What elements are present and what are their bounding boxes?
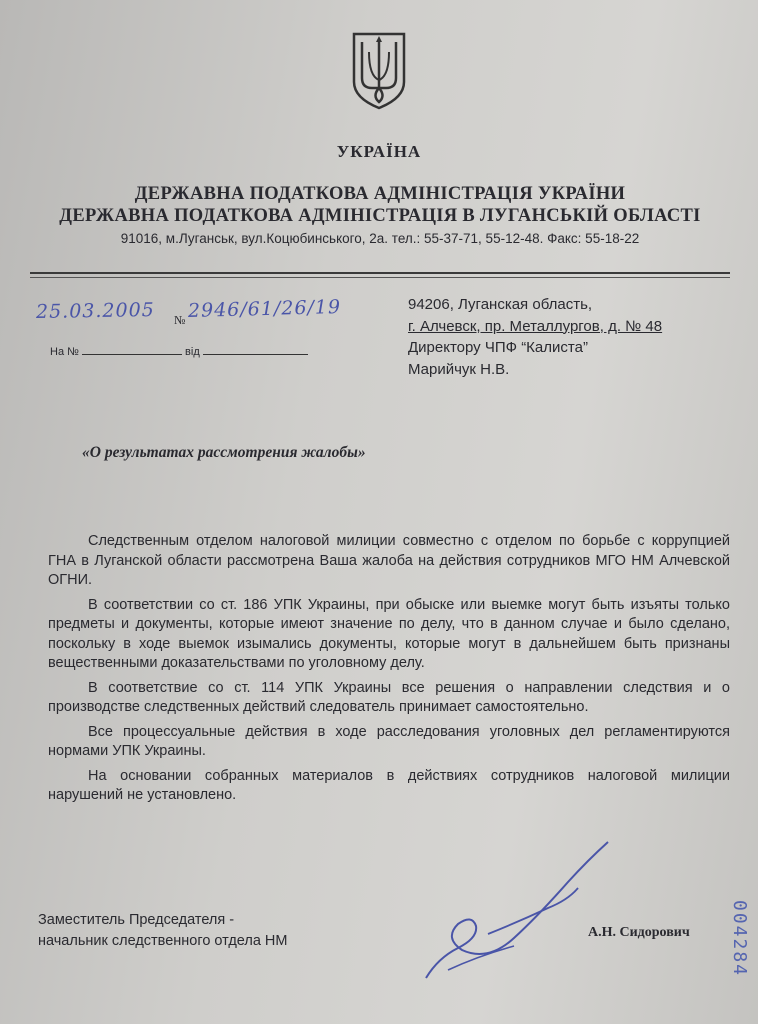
- recipient-line-2: г. Алчевск, пр. Металлургов, д. № 48: [408, 317, 663, 335]
- body-paragraph: На основании собранных материалов в действиях сотрудников налоговой милиции нарушений не установлено.: [48, 767, 730, 803]
- recipient-block: [408, 294, 662, 380]
- trident-emblem-icon: [350, 30, 408, 110]
- header-divider: [30, 272, 730, 274]
- letter-subject: «О результатах рассмотрения жалобы»: [82, 444, 366, 461]
- signatory-name: А.Н. Сидорович: [588, 925, 690, 940]
- body-paragraph: Все процессуальные действия в ходе расследования уголовных дел регламентируются нормами УПК Украины.: [48, 723, 730, 759]
- recipient-line-1: 94206, Луганская область,: [408, 296, 593, 313]
- country-title: УКРАЇНА: [336, 142, 422, 161]
- org-name-line-2: ДЕРЖАВНА ПОДАТКОВА АДМІНІСТРАЦІЯ В ЛУГАНСЬКІЙ ОБЛАСТІ: [59, 206, 701, 226]
- stamp-number: 004284: [729, 900, 750, 978]
- reply-from-label: від: [185, 346, 200, 358]
- recipient-line-3: Директору ЧПФ “Калиста”: [408, 339, 588, 356]
- signatory-title-line-2: начальник следственного отдела НМ: [38, 933, 288, 949]
- registration-stamp: [722, 900, 752, 1010]
- outgoing-number-mark: №: [174, 313, 186, 327]
- signatory-title: [38, 910, 287, 952]
- org-address: 91016, м.Луганськ, вул.Коцюбинського, 2а. тел.: 55-37-71, 55-12-48. Факс: 55-18-22: [120, 231, 640, 246]
- header-divider-thin: [30, 277, 730, 278]
- body-paragraph: В соответствии со ст. 186 УПК Украины, при обыске или выемке могут быть изъяты только предметы и документы, которые имеют значение по делу, что в данном случае и было сделано, поскольку в ходе выемок изымались документы, которые могут в дальнейшем быть признаны вещественными доказательствами по уголовному делу.: [48, 596, 730, 671]
- org-name-line-1: ДЕРЖАВНА ПОДАТКОВА АДМІНІСТРАЦІЯ УКРАЇНИ: [134, 184, 626, 204]
- letter-body: [48, 532, 730, 811]
- reply-reference: [50, 346, 308, 358]
- recipient-line-4: Марийчук Н.В.: [408, 360, 510, 378]
- signatory-title-line-1: Заместитель Председателя -: [38, 912, 235, 928]
- outgoing-date-handwritten: 25.03.2005: [35, 298, 155, 324]
- reply-number-blank: [82, 354, 182, 355]
- reply-number-label: На №: [50, 346, 79, 358]
- body-paragraph: Следственным отделом налоговой милиции совместно с отделом по борьбе с коррупцией ГНА в Луганской области рассмотрена Ваша жалоба на действия сотрудников МГО НМ Алчевской ОГНИ.: [48, 533, 730, 588]
- body-paragraph: В соответствие со ст. 114 УПК Украины все решения о направлении следствия и о производстве следственных действий следователь принимает самостоятельно.: [48, 679, 730, 715]
- reply-date-blank: [203, 354, 308, 355]
- outgoing-number-handwritten: 2946/61/26/19: [187, 296, 342, 322]
- handwritten-signature: [418, 838, 618, 988]
